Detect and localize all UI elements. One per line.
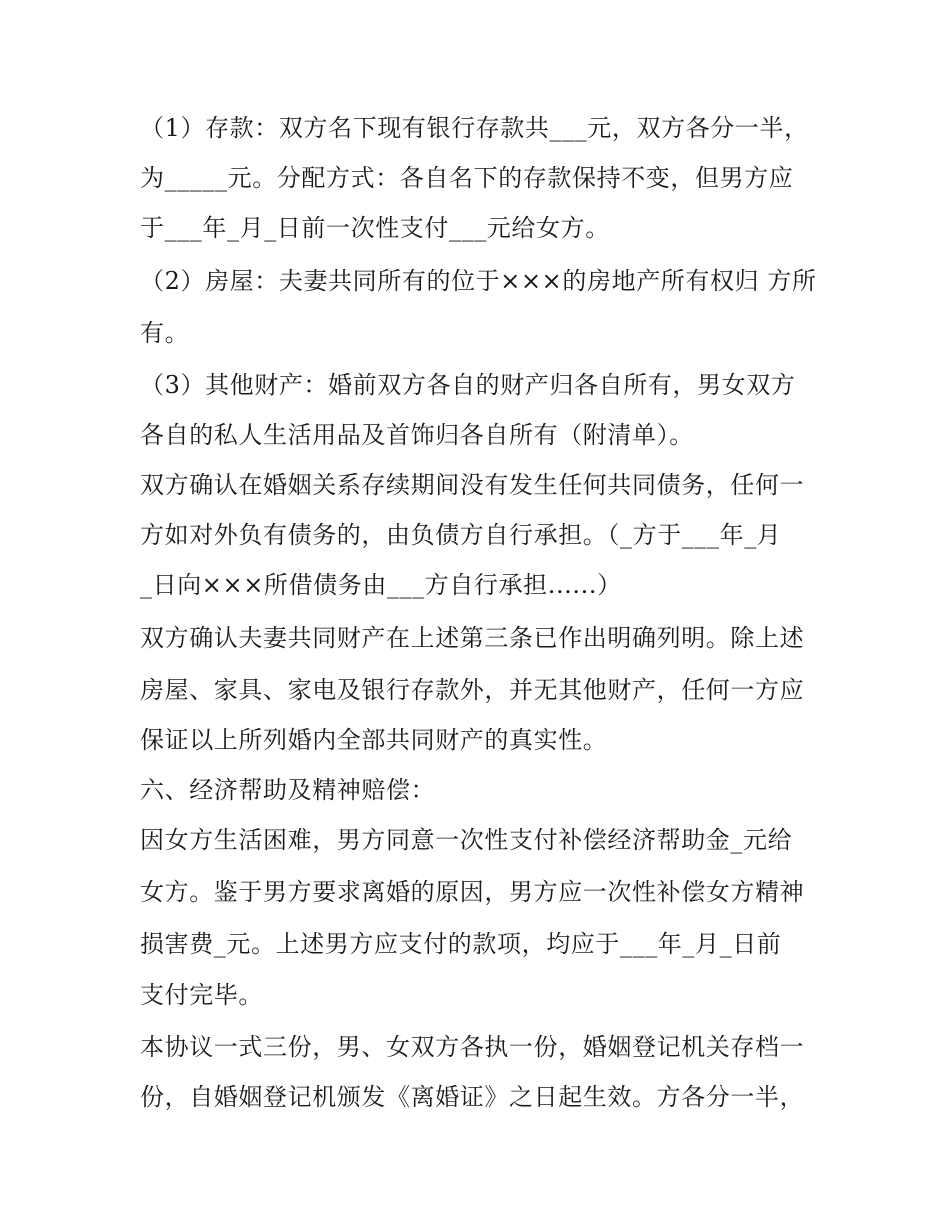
text-line: 支付完毕。 xyxy=(140,981,263,1009)
text-line: 双方确认夫妻共同财产在上述第三条已作出明确列明。除上述 xyxy=(140,624,805,652)
text-line: 损害费_元。上述男方应支付的款项，均应于___年_月_日前 xyxy=(140,930,782,958)
text-line: 有。 xyxy=(140,319,190,347)
text-line: （1）存款：双方名下现有银行存款共___元，双方各分一半， xyxy=(140,114,809,142)
text-line: 于___年_月_日前一次性支付___元给女方。 xyxy=(140,214,610,242)
section-heading: 六、经济帮助及精神赔偿： xyxy=(140,776,436,804)
text-line: 双方确认在婚姻关系存续期间没有发生任何共同债务，任何一 xyxy=(140,471,805,499)
text-line: 女方。鉴于男方要求离婚的原因，男方应一次性补偿女方精神 xyxy=(140,878,805,906)
text-line: 份，自婚姻登记机颁发《离婚证》之日起生效。方各分一半， xyxy=(140,1083,805,1111)
text-line: （3）其他财产：婚前双方各自的财产归各自所有，男女双方 xyxy=(140,371,796,399)
text-line: 为_____元。分配方式：各自名下的存款保持不变，但男方应 xyxy=(140,164,794,192)
text-line: 各自的私人生活用品及首饰归各自所有（附清单）。 xyxy=(140,421,694,449)
text-line: （2）房屋：夫妻共同所有的位于×××的房地产所有权归 方所 xyxy=(140,267,817,295)
text-line: 方如对外负有债务的，由负债方自行承担。（_方于___年_月 xyxy=(140,521,782,549)
text-line: 本协议一式三份，男、女双方各执一份，婚姻登记机关存档一 xyxy=(140,1033,805,1061)
text-line: 因女方生活困难，男方同意一次性支付补偿经济帮助金_元给 xyxy=(140,826,793,854)
text-line: _日向×××所借债务由___方自行承担......） xyxy=(140,571,622,599)
text-line: 房屋、家具、家电及银行存款外，并无其他财产，任何一方应 xyxy=(140,676,805,704)
text-line: 保证以上所列婚内全部共同财产的真实性。 xyxy=(140,726,608,754)
